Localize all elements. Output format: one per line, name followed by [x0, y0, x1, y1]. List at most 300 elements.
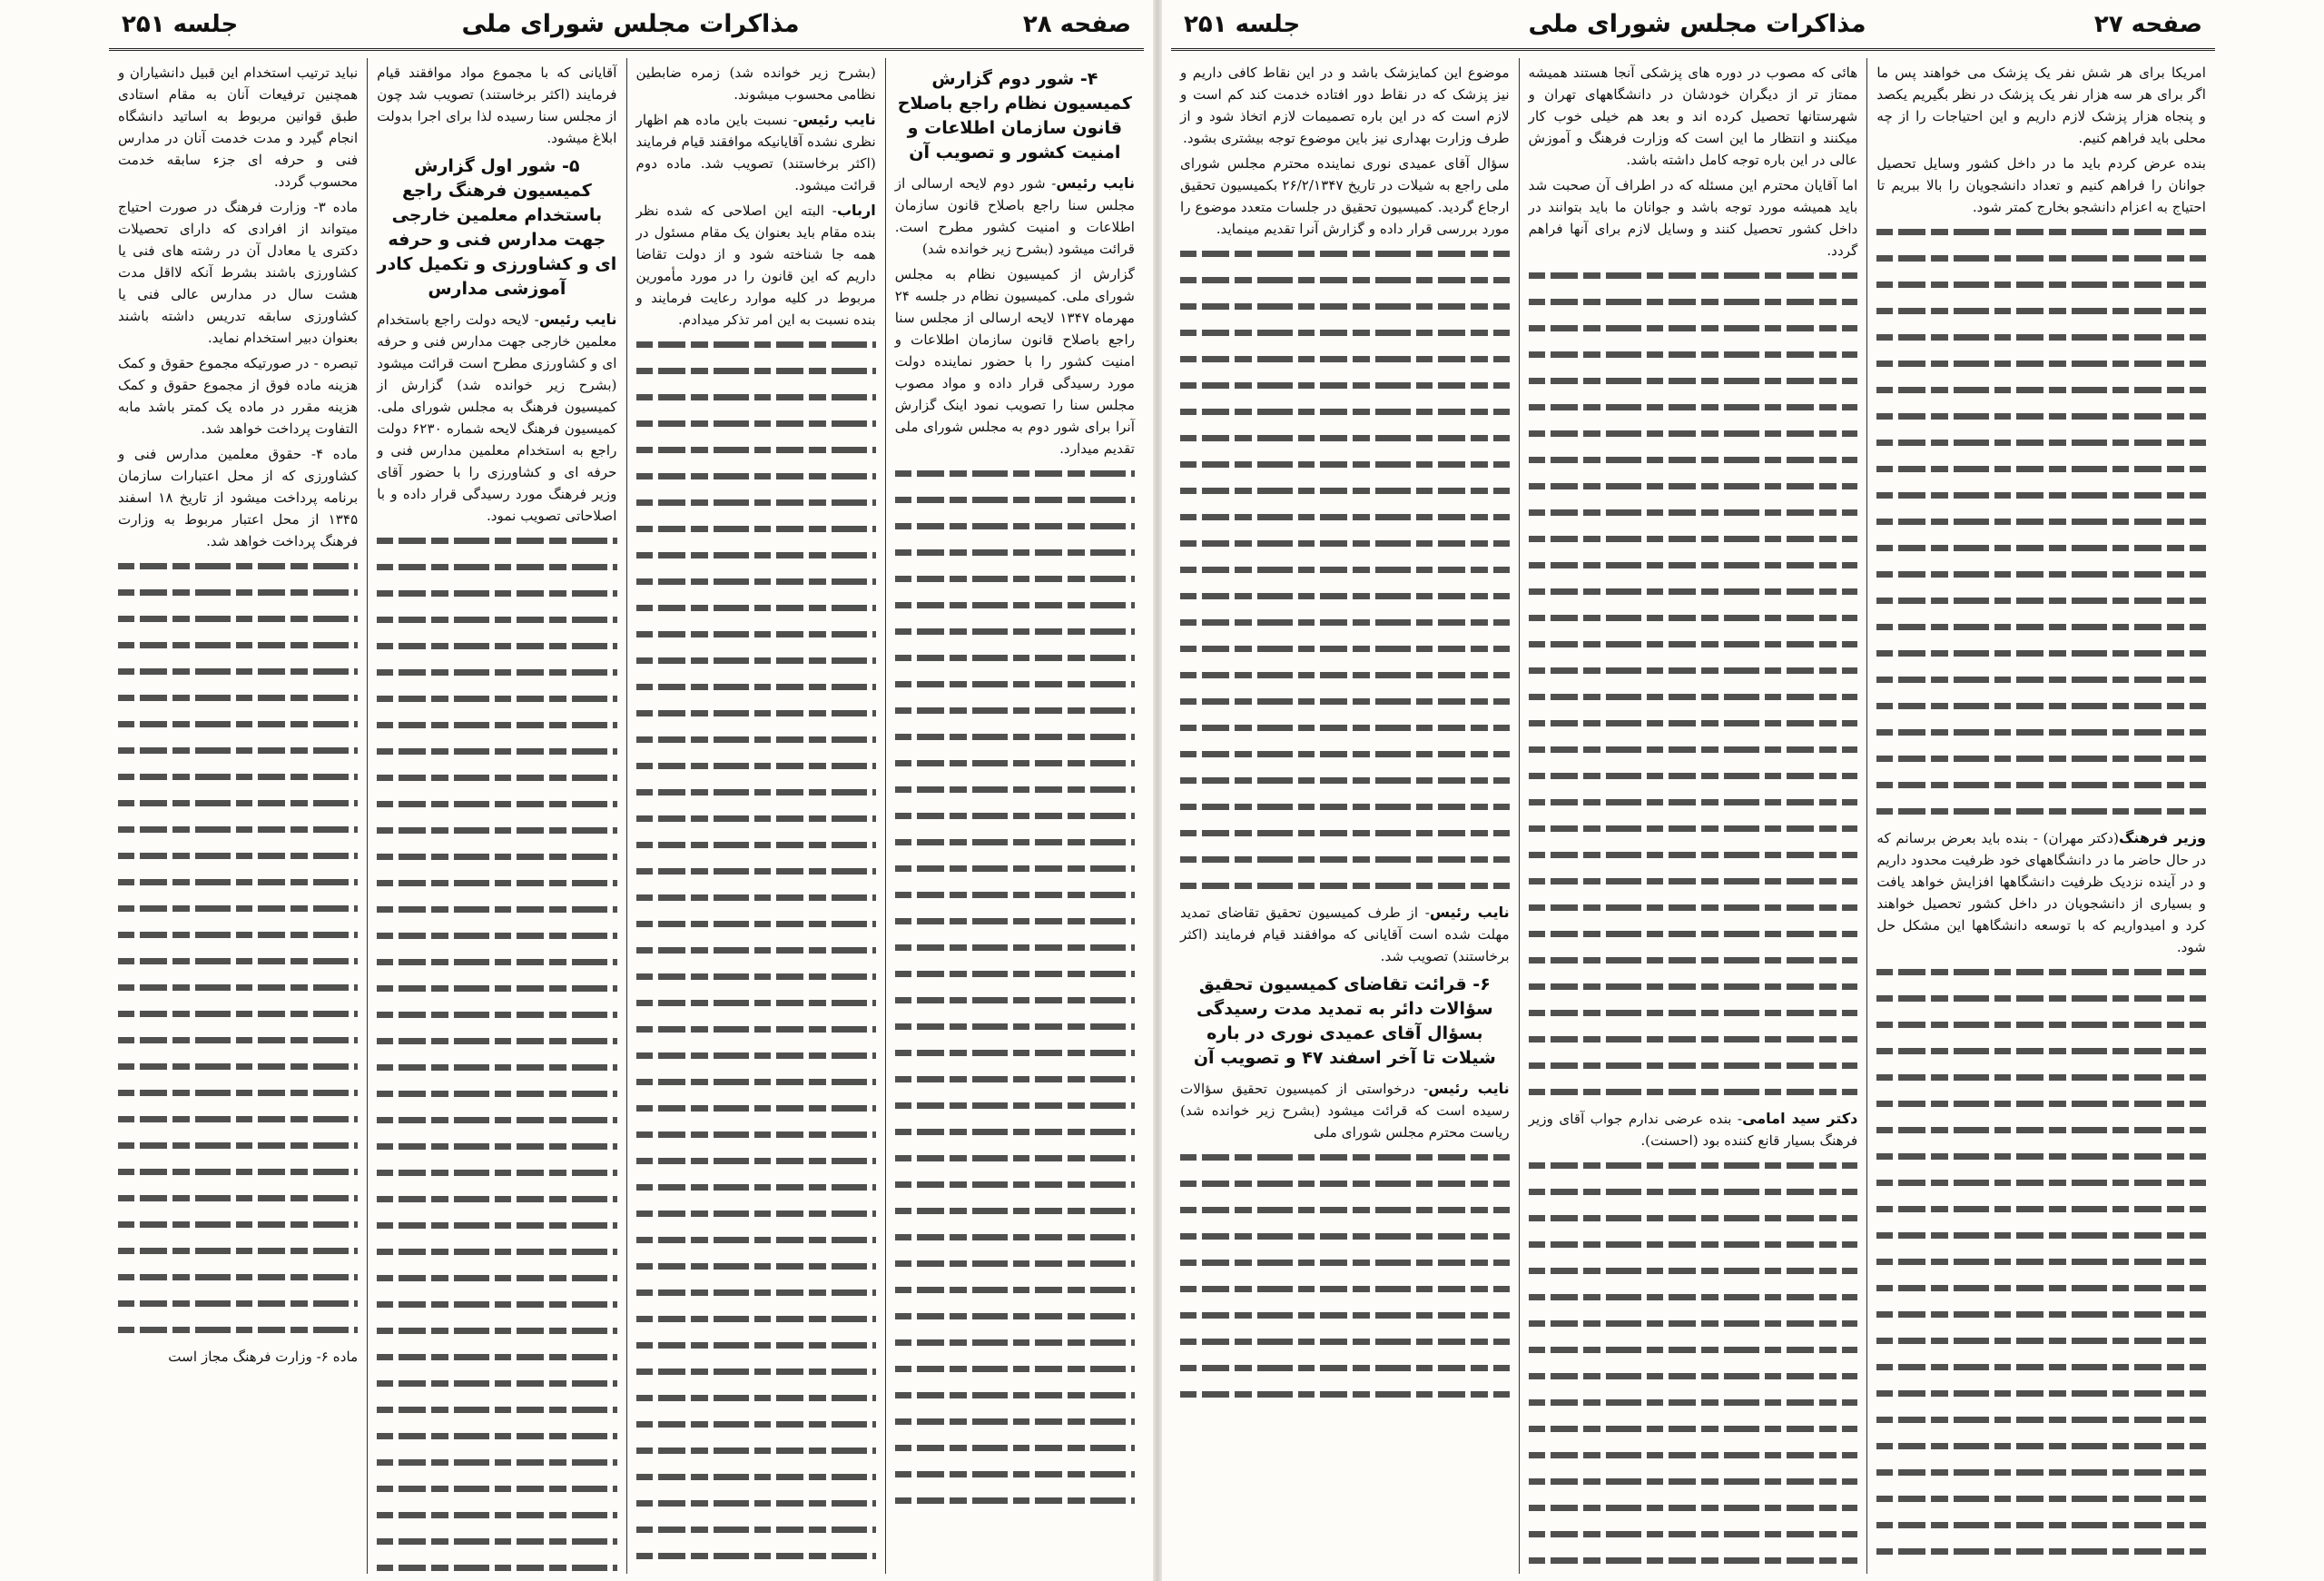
text-line	[118, 1240, 358, 1260]
column-1	[1866, 58, 2215, 1574]
text-line	[377, 978, 616, 998]
text-line	[118, 819, 358, 839]
text-line	[636, 1151, 876, 1171]
section-heading: ۶- قرائت تقاضای کمیسیون تحقیق سؤالات دائر به تمدید مدت رسیدگی بسؤال آقای عمیدی نوری در باره شیلات تا آخر اسفند ۴۷ و تصویب آن	[1193, 974, 1496, 1068]
text-line	[118, 951, 358, 971]
text-line	[636, 1230, 876, 1250]
text-line	[636, 1519, 876, 1539]
text-line	[1529, 1260, 1858, 1280]
speaker-name: دکتر سید امامی	[1742, 1110, 1858, 1127]
page-number: صفحه ۲۸	[1022, 10, 1131, 38]
text-line	[895, 1490, 1135, 1510]
text-line	[377, 1347, 616, 1367]
text-line	[1529, 739, 1858, 759]
text-line	[636, 1177, 876, 1197]
text-line	[1876, 1146, 2206, 1166]
text-line	[1529, 291, 1858, 311]
text-line	[1529, 1155, 1858, 1175]
text-line	[1876, 248, 2206, 268]
text-line	[1529, 423, 1858, 443]
text-line	[1876, 722, 2206, 742]
session-number: جلسه ۲۵۱	[122, 10, 239, 38]
text-line	[118, 1030, 358, 1050]
text-line	[118, 1319, 358, 1339]
text-line	[118, 740, 358, 760]
text-line	[377, 1189, 616, 1209]
text-line	[377, 1083, 616, 1103]
text-line	[636, 1572, 876, 1574]
text-line	[377, 1162, 616, 1182]
text-line	[636, 492, 876, 512]
text-line	[118, 635, 358, 655]
text-line	[1529, 371, 1858, 390]
text-line	[1180, 322, 1510, 342]
text-line	[377, 1399, 616, 1419]
text-line	[377, 662, 616, 682]
text-line	[377, 715, 616, 735]
text-line	[1876, 1251, 2206, 1271]
text-line	[1529, 1418, 1858, 1438]
text-line	[118, 1214, 358, 1234]
paragraph: - بنده عرضی ندارم جواب آقای وزیر فرهنگ بسیار قانع کننده بود (احسنت).	[1528, 1111, 1858, 1149]
text-line	[1876, 1330, 2206, 1350]
column-4	[109, 58, 367, 1574]
text-line	[118, 608, 358, 628]
speaker-name: نایب رئیس	[797, 111, 876, 128]
text-line	[895, 1227, 1135, 1247]
text-line	[1876, 1014, 2206, 1034]
text-line	[1529, 871, 1858, 891]
paragraph: موضوع این کمایزشک باشد و در این نقاط کافی داریم و نیز پزشک که در نقاط دور افتاده خدمت کند کم است و لازم است که در این باره تصمیمات لازم اتخاذ شود و از طرف وزارت بهداری نیز باین موضوع توجه بیشتری بشود.	[1179, 64, 1510, 146]
text-line	[636, 861, 876, 881]
text-line	[377, 1241, 616, 1261]
text-line	[1876, 748, 2206, 768]
text-line	[895, 1306, 1135, 1326]
text-line	[1180, 849, 1510, 869]
text-line	[1180, 691, 1510, 711]
text-line	[1529, 1208, 1858, 1228]
text-line	[1876, 1409, 2206, 1429]
text-line	[118, 687, 358, 707]
publication-title: مذاکرات مجلس شورای ملی	[461, 10, 800, 38]
text-line	[1876, 1278, 2206, 1298]
text-line	[1876, 1172, 2206, 1192]
text-line	[1180, 744, 1510, 764]
text-line	[377, 1268, 616, 1288]
text-line	[377, 952, 616, 972]
paragraph: گزارش از کمیسیون نظام به مجلس شورای ملی. کمیسیون نظام در جلسه ۲۴ مهرماه ۱۳۴۷ لایحه ارسالی از مجلس سنا راجع باصلاح قانون سازمان اطلاعات و امنیت کشور را با حضور نماینده دولت مورد رسیدگی قرار داده و مواد مصوب مجلس سنا را تصویب نمود اینک گزارش آنرا برای شور دوم به مجلس شورای ملی تقدیم میدارد.	[894, 266, 1135, 457]
text-line	[1180, 1173, 1510, 1193]
text-line	[895, 1016, 1135, 1036]
paragraph: (دکتر مهران) - بنده باید بعرض برسانم که در حال حاضر ما در دانشگاههای خود ظرفیت محدود داریم و در آینده نزدیک ظرفیت دانشگاهها افزایش خواهد یافت و بسیاری از دانشجویان در داخل کشور تحصیل خواهند کرد و امیدواریم که با توسعه دانشگاهها این مشکل حل شود.	[1876, 830, 2206, 955]
speaker-name: نایب رئیس	[1428, 1080, 1510, 1097]
text-line	[118, 582, 358, 602]
text-line	[118, 845, 358, 865]
text-line	[636, 624, 876, 644]
column-2	[1519, 58, 1867, 1574]
text-line	[1876, 962, 2206, 982]
text-line	[1180, 559, 1510, 579]
text-line	[636, 1467, 876, 1487]
text-line	[377, 1505, 616, 1525]
text-line	[1180, 1384, 1510, 1404]
text-line	[1876, 1436, 2206, 1456]
text-line	[636, 782, 876, 802]
text-line	[1180, 717, 1510, 737]
text-line	[895, 1095, 1135, 1115]
session-number: جلسه ۲۵۱	[1184, 10, 1301, 38]
text-line	[377, 1110, 616, 1130]
text-line	[1876, 590, 2206, 610]
text-line	[1529, 1550, 1858, 1570]
text-line	[1529, 766, 1858, 786]
text-line	[1876, 564, 2206, 584]
left-page	[109, 0, 1144, 1581]
text-line	[1529, 792, 1858, 812]
text-line	[636, 1309, 876, 1329]
text-line	[118, 924, 358, 944]
text-line	[1180, 533, 1510, 553]
text-line	[636, 1335, 876, 1355]
text-line	[1876, 1093, 2206, 1113]
speaker-name: نایب رئیس	[538, 311, 617, 328]
paragraph: - لایحه دولت راجع باستخدام معلمین خارجی جهت مدارس فنی و حرفه ای و کشاورزی مطرح است قرائت میشود (بشرح زیر خوانده شد) گزارش از کمیسیون فرهنگ به مجلس شورای ملی. کمیسیون فرهنگ لایحه شماره ۶۲۳۰ دولت راجع به استخدام معلمین مدارس فنی و حرفه ای و کشاورزی را با حضور آقای وزیر فرهنگ مورد رسیدگی قرار داده و با اصلاحاتی تصویب نمود.	[377, 311, 617, 524]
text-line	[636, 1361, 876, 1381]
text-line	[377, 609, 616, 629]
text-line	[1529, 1313, 1858, 1333]
text-line	[636, 1124, 876, 1144]
text-line	[1529, 608, 1858, 627]
text-line	[1529, 924, 1858, 944]
text-line	[118, 898, 358, 918]
text-line	[895, 516, 1135, 536]
text-line	[636, 440, 876, 459]
paragraph: تبصره - در صورتیکه مجموع حقوق و کمک هزینه ماده فوق از مجموع حقوق و کمک هزینه مقرر در ماده یک کمتر باشد مابه التفاوت پرداخت خواهد شد.	[118, 355, 359, 437]
text-line	[895, 990, 1135, 1010]
text-line	[118, 766, 358, 786]
text-line	[895, 1122, 1135, 1141]
text-line	[895, 805, 1135, 825]
text-line	[895, 1253, 1135, 1273]
text-line	[1180, 1331, 1510, 1351]
text-line	[1876, 1567, 2206, 1574]
text-line	[1180, 428, 1510, 448]
text-line	[1876, 643, 2206, 663]
text-line	[1529, 529, 1858, 548]
text-line	[377, 1426, 616, 1446]
text-line	[895, 621, 1135, 641]
text-line	[1180, 1279, 1510, 1299]
text-line	[1876, 1199, 2206, 1219]
text-line	[1529, 1003, 1858, 1023]
text-line	[1529, 950, 1858, 970]
text-line	[636, 413, 876, 433]
text-line	[1529, 397, 1858, 417]
text-line	[1180, 1252, 1510, 1272]
text-line	[636, 887, 876, 907]
column-3	[1171, 58, 1519, 1574]
text-line	[1529, 502, 1858, 522]
text-line	[1876, 775, 2206, 795]
text-line	[377, 636, 616, 656]
text-line	[1876, 380, 2206, 400]
text-line	[1180, 375, 1510, 395]
text-line	[895, 1201, 1135, 1220]
text-line	[1529, 1392, 1858, 1412]
speaker-name: وزیر فرهنگ	[2118, 829, 2206, 846]
text-line	[1876, 1120, 2206, 1140]
text-line	[377, 846, 616, 866]
text-line	[1876, 1304, 2206, 1324]
text-line	[1529, 450, 1858, 469]
text-line	[118, 977, 358, 997]
text-line	[1876, 274, 2206, 294]
text-line	[1529, 818, 1858, 838]
text-line	[895, 1332, 1135, 1352]
text-line	[1529, 1366, 1858, 1386]
text-line	[895, 911, 1135, 931]
text-line	[1529, 845, 1858, 865]
text-line	[1180, 507, 1510, 527]
text-line	[118, 1082, 358, 1102]
paragraph: سؤال آقای عمیدی نوری نماینده محترم مجلس شورای ملی راجع به شیلات در تاریخ ۲۶/۲/۱۳۴۷ بکمیسیون تحقیق ارجاع گردید. کمیسیون تحقیق در جلسات متعدد موضوع را مورد بررسی قرار داده و گزارش آنرا تقدیم مینماید.	[1179, 155, 1510, 237]
text-line	[895, 489, 1135, 509]
text-line	[118, 1293, 358, 1313]
text-line	[1180, 665, 1510, 685]
text-line	[636, 1072, 876, 1092]
text-line	[1876, 406, 2206, 426]
text-columns	[1171, 58, 2215, 1574]
text-line	[636, 993, 876, 1013]
paragraph: ماده ۶- وزارت فرهنگ مجاز است	[168, 1349, 359, 1365]
paragraph: هائی که مصوب در دوره های پزشکی آنجا هستند همیشه ممتاز تر از دیگران خودشان در دانشگاههای تهران و شهرستانها تحصیل کرده اند و بعد هم خیلی خوب کار میکنند و انتظار ما این است که وزارت فرهنگ و آموزش عالی در این باره توجه کامل داشته باشد.	[1528, 64, 1858, 168]
text-line	[636, 1203, 876, 1223]
text-line	[118, 714, 358, 734]
text-line	[895, 726, 1135, 746]
text-line	[636, 1098, 876, 1118]
text-line	[1529, 344, 1858, 364]
text-line	[1529, 1287, 1858, 1307]
text-line	[636, 1414, 876, 1434]
text-line	[377, 1294, 616, 1314]
paragraph: آقایانی که با مجموع مواد موافقند قیام فرمایند (اکثر برخاستند) تصویب شد چون از مجلس سنا رسیده لذا برای اجرا بدولت ابلاغ میشود.	[377, 64, 617, 146]
text-line	[636, 387, 876, 407]
paragraph: - شور دوم لایحه ارسالی از مجلس سنا راجع باصلاح قانون سازمان اطلاعات و امنیت کشور مطرح است. قرائت میشود (بشرح زیر خوانده شد)	[894, 175, 1135, 257]
paragraph: بنده عرض کردم باید ما در داخل کشور وسایل تحصیل جوانان را فراهم کنیم و تعداد دانشجویان را بالا ببریم تا احتیاج به اعزام دانشجو بخارج کمتر شود.	[1876, 155, 2206, 215]
text-line	[1180, 296, 1510, 316]
text-line	[636, 729, 876, 749]
text-line	[377, 1031, 616, 1051]
text-line	[1180, 349, 1510, 369]
text-line	[1180, 454, 1510, 474]
text-line	[377, 557, 616, 577]
text-line	[1180, 796, 1510, 816]
text-line	[1180, 1305, 1510, 1325]
text-line	[377, 1215, 616, 1235]
speaker-name: نایب رئیس	[1056, 174, 1135, 192]
text-line	[1180, 1147, 1510, 1167]
text-line	[1180, 875, 1510, 895]
text-line	[1876, 222, 2206, 242]
text-line	[1529, 713, 1858, 733]
text-line	[895, 832, 1135, 852]
text-line	[895, 779, 1135, 799]
text-line	[636, 1282, 876, 1302]
text-line	[1529, 265, 1858, 285]
page-header	[1171, 0, 2215, 51]
text-line	[636, 466, 876, 486]
text-line	[1180, 1226, 1510, 1246]
text-line	[636, 571, 876, 591]
text-line	[1876, 1383, 2206, 1403]
text-line	[895, 1280, 1135, 1299]
text-line	[1529, 1497, 1858, 1517]
text-line	[1876, 353, 2206, 373]
text-line	[1180, 612, 1510, 632]
text-line	[1529, 1471, 1858, 1491]
text-line	[1529, 1445, 1858, 1465]
text-line	[895, 858, 1135, 878]
text-line	[895, 884, 1135, 904]
page-number: صفحه ۲۷	[2093, 10, 2202, 38]
right-page	[1171, 0, 2215, 1581]
text-line	[118, 1003, 358, 1023]
column-2	[626, 58, 885, 1574]
text-line	[895, 1042, 1135, 1062]
text-line	[1876, 1541, 2206, 1561]
text-line	[118, 872, 358, 892]
text-line	[895, 1359, 1135, 1378]
paragraph: امریکا برای هر شش نفر یک پزشک می خواهند پس ما اگر برای هر سه هزار نفر یک پزشک در نظر بگیریم یکصد و پنجاه هزار پزشک لازم داریم و این احتیاجات را از چه محلی باید فراهم کنیم.	[1876, 64, 2206, 146]
paragraph: (بشرح زیر خوانده شد) زمره ضابطین نظامی محسوب میشوند.	[635, 64, 876, 103]
text-line	[1876, 1462, 2206, 1482]
text-line	[636, 914, 876, 934]
text-line	[895, 647, 1135, 667]
text-line	[377, 1320, 616, 1340]
paragraph: اما آقایان محترم این مسئله که در اطراف آن صحبت شد باید همیشه مورد توجه باشد و جوانان ما باید بتوانند در داخل کشور تحصیل کنند و وسایل لازم برای آنها فراهم گردد.	[1528, 177, 1858, 259]
text-line	[636, 1440, 876, 1460]
text-line	[1876, 617, 2206, 637]
text-line	[1876, 327, 2206, 347]
text-line	[118, 556, 358, 576]
text-line	[377, 1452, 616, 1472]
text-line	[1876, 432, 2206, 452]
text-line	[636, 756, 876, 776]
text-line	[1876, 801, 2206, 821]
text-line	[118, 1135, 358, 1155]
text-line	[895, 1069, 1135, 1089]
text-line	[895, 1464, 1135, 1484]
text-line	[636, 1045, 876, 1065]
text-line	[1180, 1358, 1510, 1378]
text-line	[1180, 243, 1510, 263]
text-line	[118, 1267, 358, 1287]
paragraph: نباید ترتیب استخدام این قبیل دانشیاران و همچنین ترفیعات آنان به مقام استادی طبق قوانین مربوط به اساتید دانشگاه انجام گیرد و مدت خدمت آنان در مدارس فنی و حرفه ای جزء سابقه خدمت محسوب گردد.	[118, 64, 359, 190]
column-1	[885, 58, 1144, 1574]
section-heading: ۴- شور دوم گزارش کمیسیون نظام راجع باصلاح قانون سازمان اطلاعات و امنیت کشور و تصویب آن	[897, 69, 1132, 163]
text-line	[377, 1531, 616, 1551]
text-line	[1876, 1515, 2206, 1535]
page-header	[109, 0, 1144, 51]
text-line	[895, 568, 1135, 588]
text-line	[1529, 1082, 1858, 1102]
text-line	[1876, 511, 2206, 531]
text-line	[636, 940, 876, 960]
text-line	[1180, 480, 1510, 500]
text-line	[1529, 634, 1858, 654]
text-line	[1876, 301, 2206, 321]
text-line	[636, 598, 876, 618]
text-line	[895, 1438, 1135, 1457]
text-line	[377, 1136, 616, 1156]
text-line	[895, 674, 1135, 694]
column-3	[367, 58, 625, 1574]
publication-title: مذاکرات مجلس شورای ملی	[1528, 10, 1866, 38]
text-line	[1876, 1067, 2206, 1087]
text-line	[377, 1478, 616, 1498]
text-line	[895, 1148, 1135, 1168]
text-line	[377, 1557, 616, 1574]
text-line	[377, 767, 616, 787]
text-line	[1529, 687, 1858, 707]
text-line	[636, 966, 876, 986]
text-line	[1180, 270, 1510, 290]
text-line	[1529, 1234, 1858, 1254]
text-line	[636, 703, 876, 723]
text-line	[377, 688, 616, 708]
text-line	[377, 530, 616, 550]
text-line	[895, 463, 1135, 483]
text-line	[118, 661, 358, 681]
text-line	[636, 1388, 876, 1408]
text-line	[1876, 696, 2206, 716]
text-line	[1529, 897, 1858, 917]
text-line	[377, 1373, 616, 1393]
text-line	[636, 1546, 876, 1566]
text-line	[1180, 401, 1510, 421]
text-line	[1876, 459, 2206, 479]
text-line	[895, 1385, 1135, 1405]
text-line	[1876, 669, 2206, 689]
speaker-name: نایب رئیس	[1429, 904, 1510, 921]
text-line	[377, 820, 616, 840]
text-line	[895, 1174, 1135, 1194]
text-line	[377, 873, 616, 893]
text-line	[636, 650, 876, 670]
text-line	[1180, 823, 1510, 843]
text-line	[1876, 538, 2206, 558]
text-line	[636, 808, 876, 828]
text-line	[377, 1004, 616, 1024]
text-line	[895, 700, 1135, 720]
section-heading: ۵- شور اول گزارش کمیسیون فرهنگ راجع باستخدام معلمین خارجی جهت مدارس فنی و حرفه ای و کشاورزی و تکمیل کادر آموزشی مدارس	[377, 156, 617, 299]
text-line	[377, 899, 616, 919]
text-line	[118, 1056, 358, 1076]
page-gutter	[1153, 0, 1162, 1581]
text-line	[1876, 1357, 2206, 1377]
text-line	[1876, 1041, 2206, 1061]
text-line	[1180, 1200, 1510, 1220]
speaker-name: ارباب	[836, 202, 876, 219]
text-line	[636, 545, 876, 565]
paragraph: - البته این اصلاحی که شده نظر بنده مقام باید بعنوان یک مقام مسئول در همه جا شناخته شود و از دولت تقاضا داریم که این قانون را در مورد مأمورین مربوط در کلیه موارد رعایت فرمایند و بنده نسبت به این امر تذکر میدادم.	[635, 203, 876, 328]
text-line	[1529, 581, 1858, 601]
text-line	[1529, 660, 1858, 680]
text-line	[1529, 1524, 1858, 1544]
text-line	[895, 963, 1135, 983]
text-columns	[109, 58, 1144, 1574]
text-line	[118, 1109, 358, 1129]
